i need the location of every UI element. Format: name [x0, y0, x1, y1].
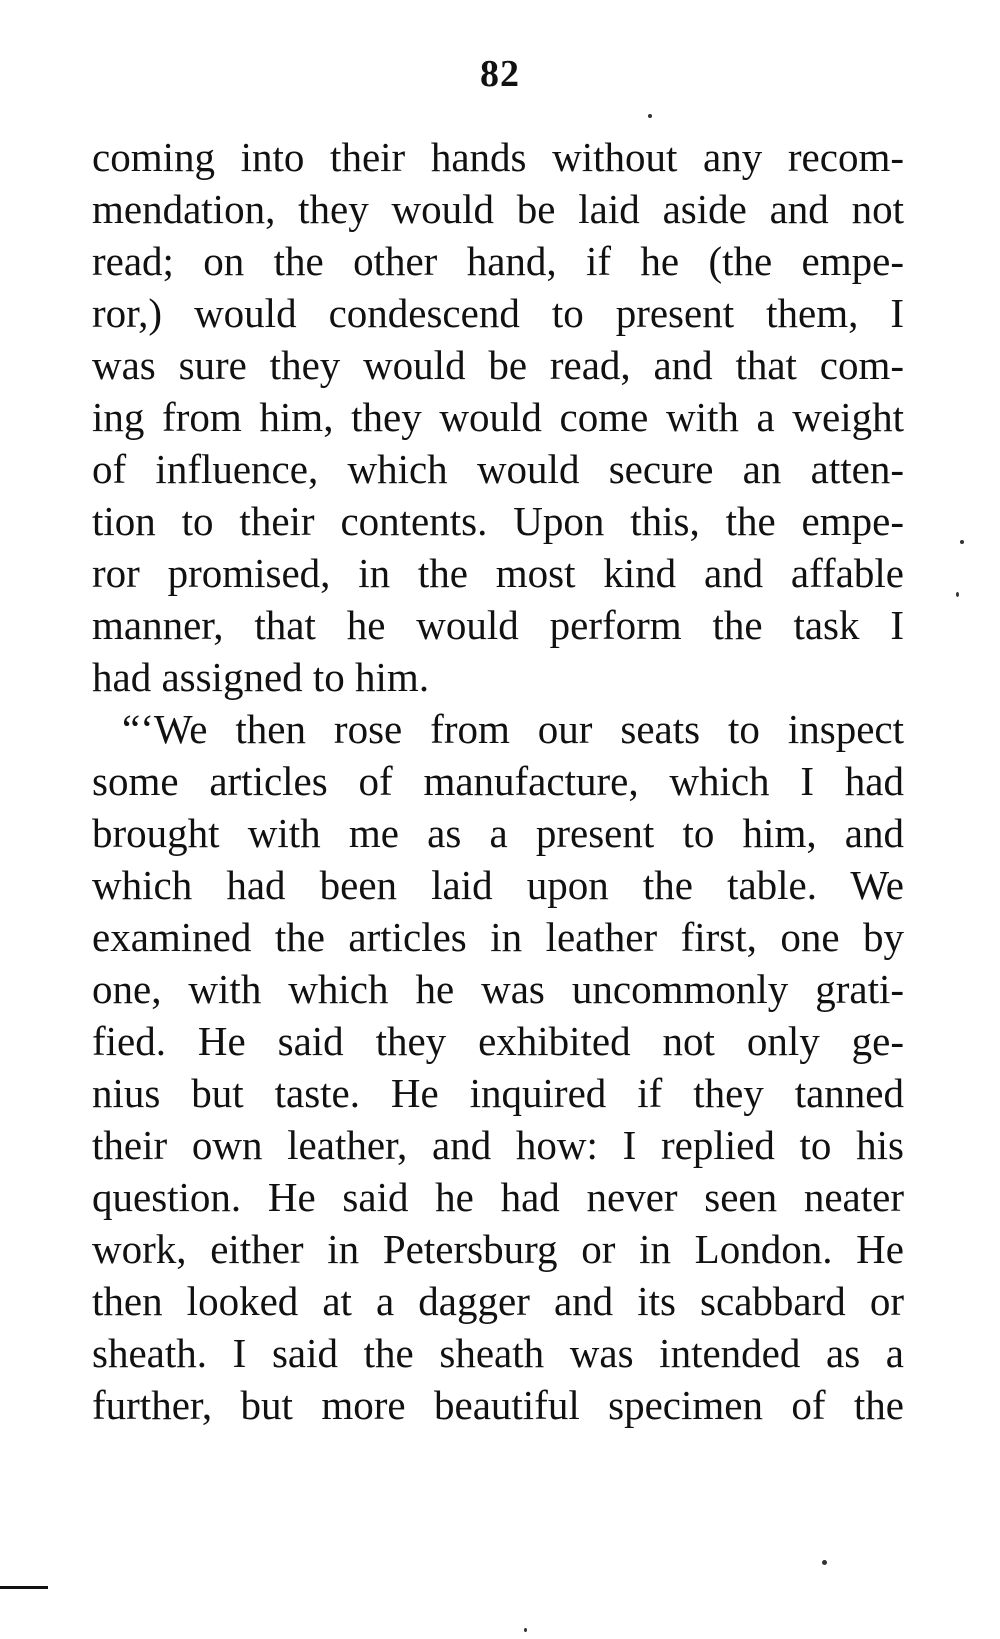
text-line: examined the articles in leather first, one by [92, 914, 904, 960]
text-line: then looked at a dagger and its scabbard or [92, 1278, 904, 1324]
speck [960, 540, 964, 544]
text-line: of influence, which would secure an atten- [92, 446, 904, 492]
text-line: fied. He said they exhibited not only ge- [92, 1018, 904, 1064]
text-line: was sure they would be read, and that com- [92, 342, 904, 388]
text-line: ror promised, in the most kind and affable [92, 550, 904, 596]
text-line: some articles of manufacture, which I had [92, 758, 904, 804]
text-line: mendation, they would be laid aside and not [92, 186, 904, 232]
text-line: their own leather, and how: I replied to his [92, 1122, 904, 1168]
text-line: one, with which he was uncommonly grati- [92, 966, 904, 1012]
text-line: manner, that he would perform the task I [92, 602, 904, 648]
text-line: coming into their hands without any recom- [92, 134, 904, 180]
text-line: read; on the other hand, if he (the empe- [92, 238, 904, 284]
text-line: sheath. I said the sheath was intended as a [92, 1330, 904, 1376]
text-line: work, either in Petersburg or in London. He [92, 1226, 904, 1272]
text-line: “‘We then rose from our seats to inspect [122, 706, 904, 752]
text-line: nius but taste. He inquired if they tanned [92, 1070, 904, 1116]
page-number: 82 [480, 53, 520, 95]
speck [822, 1560, 827, 1565]
body-text [92, 131, 904, 1431]
text-line: question. He said he had never seen neater [92, 1174, 904, 1220]
text-line: ror,) would condescend to present them, I [92, 290, 904, 336]
text-line: tion to their contents. Upon this, the empe- [92, 498, 904, 544]
speck [524, 1628, 527, 1632]
speck [648, 114, 652, 118]
bottom-edge-mark [0, 1586, 48, 1589]
text-line: brought with me as a present to him, and [92, 810, 904, 856]
text-line: further, but more beautiful specimen of the [92, 1382, 904, 1428]
text-line: had assigned to him. [92, 654, 430, 700]
speck [956, 592, 959, 597]
text-line: ing from him, they would come with a weight [92, 394, 904, 440]
text-line: which had been laid upon the table. We [92, 862, 904, 908]
